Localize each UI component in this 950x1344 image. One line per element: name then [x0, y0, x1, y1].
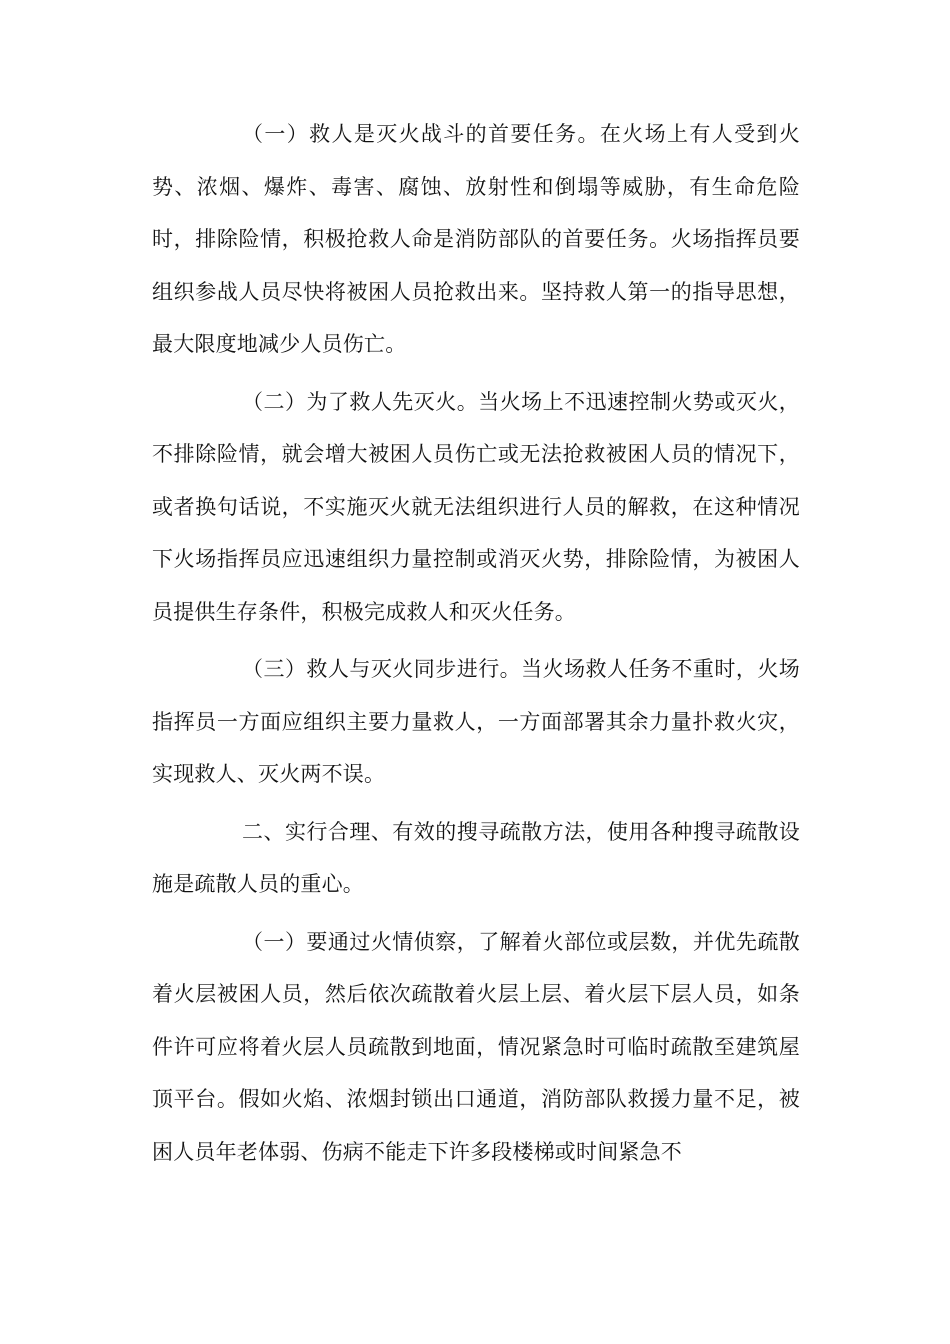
paragraph-fire-reconnaissance: （一）要通过火情侦察，了解着火部位或层数，并优先疏散着火层被困人员，然后依次疏散着火层上层、着火层下层人员，如条件许可应将着火层人员疏散到地面，情况紧急时可临时疏散至建筑屋顶平台。假如火焰、浓烟封锁出口通道，消防部队救援力量不足，被困人员年老体弱、伤病不能走下许多段楼梯或时间紧急不 — [152, 929, 800, 1164]
paragraph-simultaneous: （三）救人与灭火同步进行。当火场救人任务不重时，火场指挥员一方面应组织主要力量救人，一方面部署其余力量扑救火灾，实现救人、灭火两不误。 — [152, 657, 800, 786]
section-heading-evacuation: 二、实行合理、有效的搜寻疏散方法，使用各种搜寻疏散设施是疏散人员的重心。 — [152, 819, 800, 896]
paragraph-rescue-priority: （一）救人是灭火战斗的首要任务。在火场上有人受到火势、浓烟、爆炸、毒害、腐蚀、放射性和倒塌等威胁，有生命危险时，排除险情，积极抢救人命是消防部队的首要任务。火场指挥员要组织参战人员尽快将被困人员抢救出来。坚持救人第一的指导思想，最大限度地减少人员伤亡。 — [152, 122, 800, 356]
paragraph-extinguish-first: （二）为了救人先灭火。当火场上不迅速控制火势或灭火，不排除险情，就会增大被困人员伤亡或无法抢救被困人员的情况下，或者换句话说，不实施灭火就无法组织进行人员的解救，在这种情况下火场指挥员应迅速组织力量控制或消灭火势，排除险情，为被困人员提供生存条件，积极完成救人和灭火任务。 — [152, 389, 800, 624]
document-body — [152, 108, 800, 1183]
